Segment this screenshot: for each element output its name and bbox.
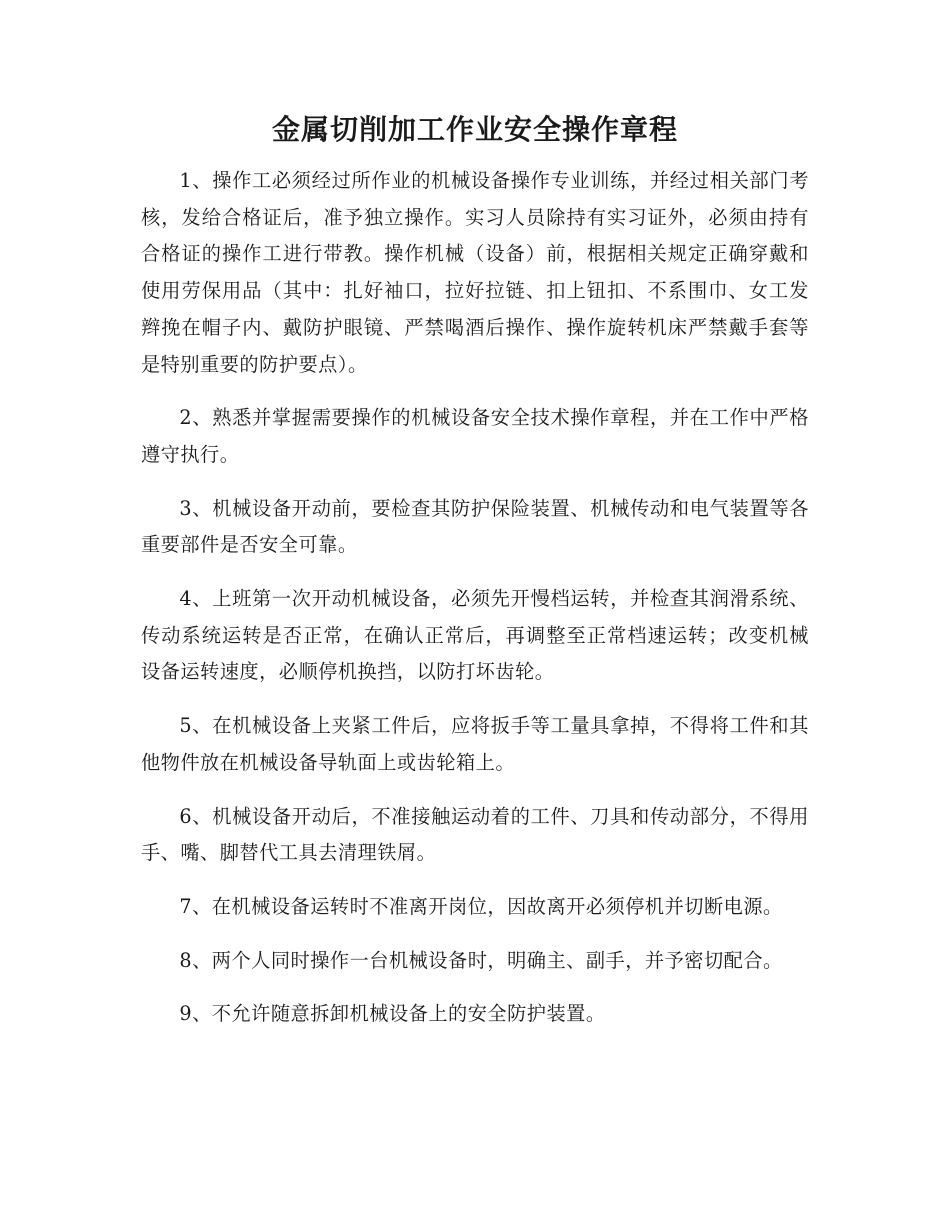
paragraph-8: 8、两个人同时操作一台机械设备时，明确主、副手，并予密切配合。 <box>179 948 783 972</box>
paragraph-2: 2、熟悉并掌握需要操作的机械设备安全技术操作章程，并在工作中严格遵守执行。 <box>141 406 809 466</box>
paragraph-5: 5、在机械设备上夹紧工件后，应将扳手等工量具拿掉，不得将工件和其他物件放在机械设备导轨面上或齿轮箱上。 <box>141 714 809 774</box>
paragraph-3: 3、机械设备开动前，要检查其防护保险装置、机械传动和电气装置等各重要部件是否安全可靠。 <box>141 496 809 557</box>
paragraph-9: 9、不允许随意拆卸机械设备上的安全防护装置。 <box>179 1002 606 1026</box>
paragraph-4: 4、上班第一次开动机械设备，必须先开慢档运转，并检查其润滑系统、传动系统运转是否正常，在确认正常后，再调整至正常档速运转；改变机械设备运转速度，必顺停机换挡，以防打坏齿轮。 <box>141 587 809 684</box>
paragraph-6: 6、机械设备开动后，不准接触运动着的工件、刀具和传动部分，不得用手、嘴、脚替代工具去清理铁屑。 <box>141 804 809 865</box>
paragraph-7: 7、在机械设备运转时不准离开岗位，因故离开必须停机并切断电源。 <box>179 894 783 918</box>
document-body <box>141 163 809 1050</box>
document-title: 金属切削加工作业安全操作章程 <box>271 113 678 146</box>
paragraph-1: 1、操作工必须经过所作业的机械设备操作专业训练，并经过相关部门考核，发给合格证后，准予独立操作。实习人员除持有实习证外，必须由持有合格证的操作工进行带教。操作机械（设备）前，根据相关规定正确穿戴和使用劳保用品（其中：扎好袖口，拉好拉链、扣上钮扣、不系围巾、女工发辫挽在帽子内、戴防护眼镜、严禁喝酒后操作、操作旋转机床严禁戴手套等是特别重要的防护要点）。 <box>141 169 809 376</box>
